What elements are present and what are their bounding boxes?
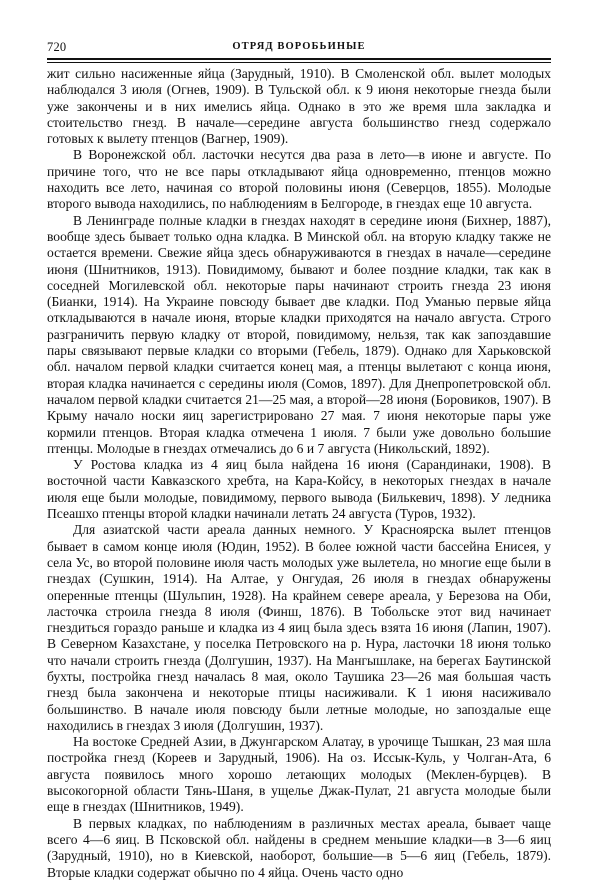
paragraph-rostov: У Ростова кладка из 4 яиц была найдена 16 июня (Сарандинаки, 1908). В восточной части Кавказского хребта, на Кара-Койсу, в некоторых гнездах в начале июля еще были молодые, повидимому, первого вывода (Билькевич, 1898). У ледника Псеашхо птенцы второй кладки начинали летать 24 августа (Туров, 1932).	[47, 457, 551, 522]
paragraph-asia: Для азиатской части ареала данных немного. У Красноярска вылет птенцов бывает в самом конце июля (Юдин, 1952). В более южной части бассейна Енисея, у села Ус, во второй половине июля часть молодых уже вылетела, но многие еще были в гнездах (Сушкин, 1914). На Алтае, у Онгудая, 26 июля в гнездах обнаружены оперенные птенцы (Шульпин, 1928). На крайнем севере ареала, у Березова на Оби, ласточка строила гнезда 8 июля (Финш, 1876). В Тобольске этот вид начинает гнездиться гораздо раньше и кладка из 4 яиц была здесь взята 16 июня (Лапин, 1907). В Северном Казахстане, у поселка Петровского на р. Нура, ласточки 18 июня только что начали строить гнезда (Долгушин, 1937). На Мангышлаке, на берегах Баутинской бухты, постройка гнезд началась 8 мая, около Таушика 23—26 мая большая часть гнезд была закончена и некоторые птицы насиживали. К 1 июня насиживало большинство. В начале июля повсюду были летные молодые, но запоздалые еще находились в гнездах 3 июля (Долгушин, 1937).	[47, 522, 551, 733]
running-title: ОТРЯД ВОРОБЬИНЫЕ	[232, 41, 366, 52]
paragraph-central-asia: На востоке Средней Азии, в Джунгарском Алатау, в урочище Тышкан, 23 мая шла постройка гнезд (Кореев и Зарудный, 1906). На оз. Иссык-Куль, у Чолган-Ата, 6 августа появилось много хорошо летающих молодых (Меклен-бурцев). В высокогорной области Тянь-Шаня, в ущелье Джак-Пулат, 21 августа молодые были еще в гнездах (Шнитников, 1949).	[47, 734, 551, 815]
page-header	[47, 40, 551, 56]
paragraph-voronezh: В Воронежской обл. ласточки несутся два раза в лето—в июне и августе. По причине того, что не все пары откладывают яйца одновременно, птенцов можно находить все лето, начиная со второй половины июня (Северцов, 1855). Молодые второго вывода находились, по наблюдениям в Белгороде, в гнездах еще 10 августа.	[47, 147, 551, 212]
paragraph-leningrad: В Ленинграде полные кладки в гнездах находят в середине июня (Бихнер, 1887), вообще здесь бывает только одна кладка. В Минской обл. на вторую кладку также не остается времени. Свежие яйца здесь обнаруживаются в гнездах в начале—середине июня (Шнитников, 1913). Повидимому, бывают и более поздние кладки, так как в соседней Могилевской обл. некоторые пары начинают строить гнезда 23 июня (Бианки, 1914). На Украине повсюду бывает две кладки. Под Уманью первые яйца откладываются в начале июня, вторые кладки приходятся на начало августа. Строго разграничить первую кладку от второй, повидимому, нельзя, так как запоздавшие пары связывают первые кладки со вторыми (Гебель, 1879). Однако для Харьковской обл. началом первой кладки считается конец мая, а птенцы вылетают с конца июня, вторая кладка начинается с середины июля (Сомов, 1897). Для Днепропетровской обл. началом первой кладки считается 21—25 мая, а второй—28 июня (Боровиков, 1907). В Крыму начало носки яиц зарегистрировано 27 мая. 7 июня некоторые пары уже кормили птенцов. Вторая кладка отмечена 1 июля. 7 были уже довольно большие птенцы. Молодые в гнездах отмечались до 6 и 7 августа (Никольский, 1892).	[47, 212, 551, 456]
header-rule-thin	[47, 62, 551, 63]
paragraph-continued: жит сильно насиженные яйца (Зарудный, 1910). В Смоленской обл. вылет молодых наблюдался 3 июля (Огнев, 1909). В Тульской обл. к 9 июня некоторые гнезда были уже закончены и в них имелись яйца. Однако в это же время шла закладка и стоительство гнезд. В начале—середине августа большинство гнезд содержало готовых к вылету птенцов (Вагнер, 1909).	[47, 66, 551, 147]
header-rule-thick	[47, 58, 551, 60]
paragraph-clutch-size: В первых кладках, по наблюдениям в различных местах ареала, бывает чаще всего 4—6 яиц. В Псковской обл. найдены в среднем меньшие кладки—в 3—6 яиц (Зарудный, 1910), но в Киевской, наоборот, большие—в 5—6 яиц (Гебель, 1879). Вторые кладки содержат обычно по 4 яйца. Очень часто одно	[47, 815, 551, 880]
page-number: 720	[47, 40, 67, 54]
body-text	[47, 66, 551, 881]
